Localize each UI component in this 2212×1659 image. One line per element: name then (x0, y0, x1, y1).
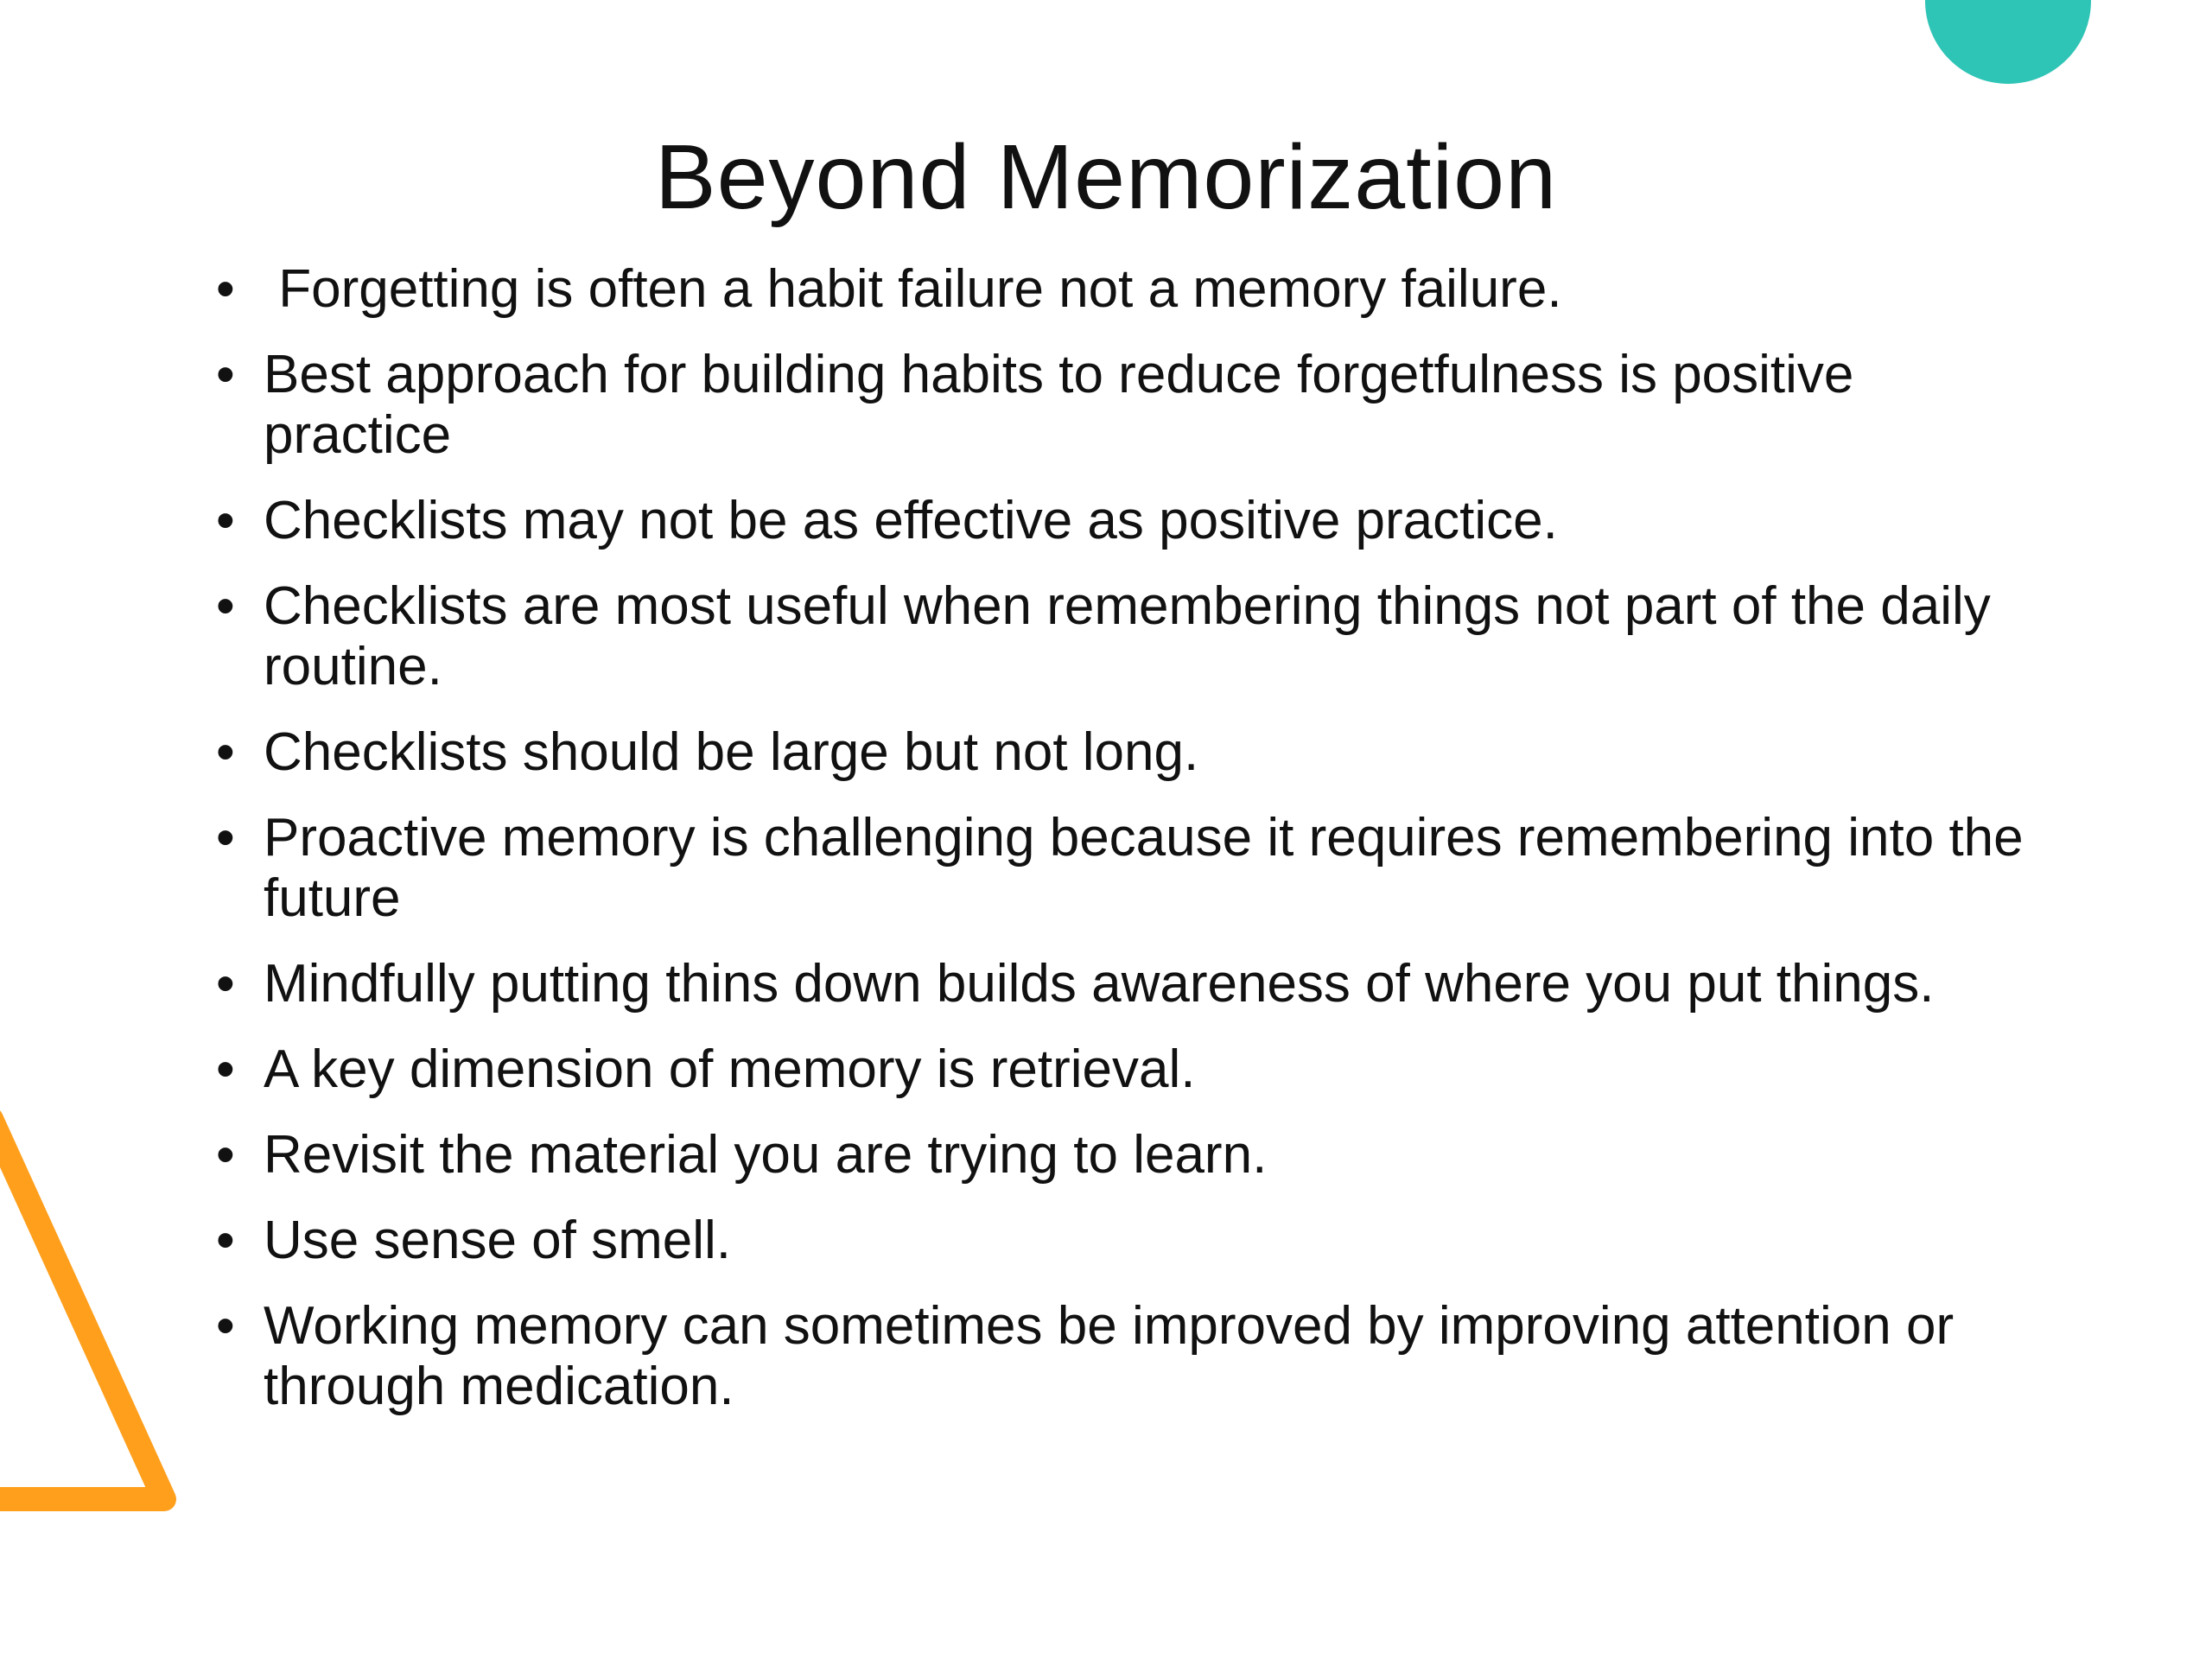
bullet-text: Checklists are most useful when remembering things not part of the daily routine. (264, 576, 2005, 696)
bullet-dot-icon: • (216, 1296, 235, 1356)
bullet-dot-icon: • (216, 1125, 235, 1185)
bullet-dot-icon: • (216, 576, 235, 636)
bullet-item (216, 576, 2031, 697)
bullet-text: Checklists should be large but not long. (264, 722, 1199, 782)
bullet-list (216, 259, 2038, 1442)
bullet-dot-icon: • (216, 1039, 235, 1099)
bullet-text: A key dimension of memory is retrieval. (264, 1039, 1196, 1099)
bullet-item (216, 345, 2031, 466)
bullet-text: Use sense of smell. (264, 1211, 731, 1270)
bullet-text: Revisit the material you are trying to learn. (264, 1125, 1268, 1185)
bullet-item (216, 259, 2031, 320)
bullet-item (216, 722, 2031, 783)
slide-title: Beyond Memorization (654, 126, 1558, 228)
bullet-text: Mindfully putting thins down builds awareness of where you put things. (264, 954, 1935, 1014)
bullet-dot-icon: • (216, 491, 235, 550)
bullet-item (216, 1039, 2031, 1100)
bullet-item (216, 954, 2031, 1014)
bullet-text: Forgetting is often a habit failure not a memory failure. (264, 259, 1562, 319)
bullet-dot-icon: • (216, 259, 235, 319)
bullet-dot-icon: • (216, 808, 235, 868)
bullet-text: Working memory can sometimes be improved by improving attention or through medication. (264, 1296, 1969, 1416)
bullet-text: Checklists may not be as effective as positive practice. (264, 491, 1558, 550)
bullet-dot-icon: • (216, 954, 235, 1014)
bullet-item (216, 1211, 2031, 1271)
bullet-item (216, 808, 2038, 929)
bullet-text: Proactive memory is challenging because it requires remembering into the future (264, 808, 2038, 928)
bullet-text: Best approach for building habits to reduce forgetfulness is positive practice (264, 345, 1869, 465)
bullet-item (216, 491, 2031, 551)
bullet-item (216, 1125, 2031, 1185)
bullet-item (216, 1296, 2031, 1417)
bullet-dot-icon: • (216, 1211, 235, 1270)
teal-circle-icon (1925, 0, 2091, 84)
bullet-dot-icon: • (216, 345, 235, 404)
bullet-dot-icon: • (216, 722, 235, 782)
